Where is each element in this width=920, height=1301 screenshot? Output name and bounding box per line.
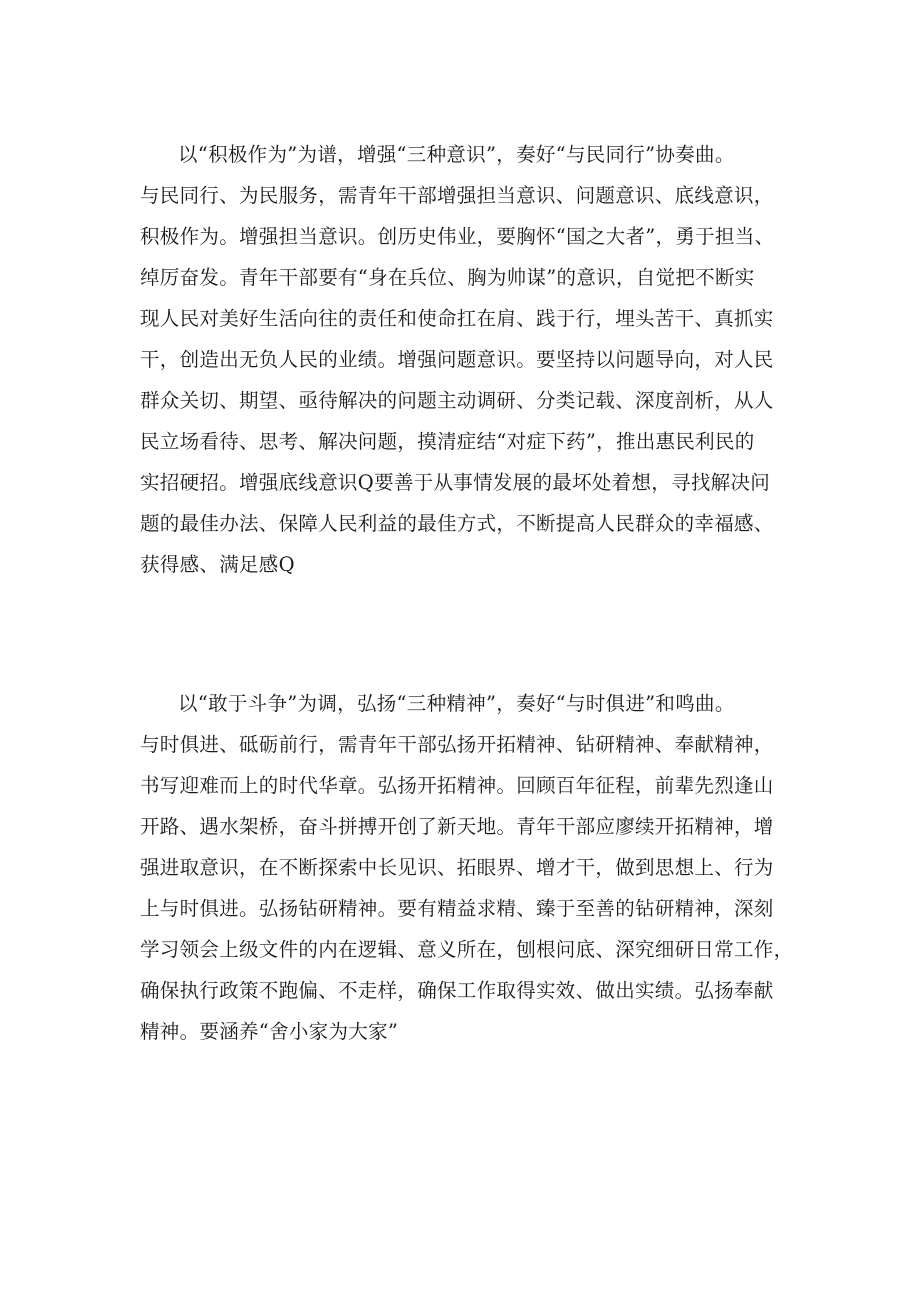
paragraph-line: 确保执行政策不跑偏、不走样，确保工作取得实效、做出实绩。弘扬奉献 bbox=[140, 979, 774, 1002]
paragraph-2 bbox=[140, 683, 810, 1052]
paragraph-line: 上与时俱进。弘扬钻研精神。要有精益求精、臻于至善的钻研精神，深刻 bbox=[140, 897, 774, 920]
paragraph-line: 干，创造出无负人民的业绩。增强问题意识。要坚持以问题导向，对人民 bbox=[140, 348, 774, 371]
paragraph-line: 群众关切、期望、亟待解决的问题主动调研、分类记载、深度剖析，从人 bbox=[140, 389, 774, 412]
paragraph-line: 以“积极作为”为谱，增强“三种意识”，奏好“与民同行”协奏曲。 bbox=[178, 143, 735, 166]
paragraph-line: 积极作为。增强担当意识。创历史伟业，要胸怀“国之大者”，勇于担当、 bbox=[140, 225, 775, 248]
paragraph-line: 绰厉奋发。青年干部要有“身在兵位、胸为帅谋”的意识，自觉把不断实 bbox=[140, 266, 755, 289]
paragraph-line: 现人民对美好生活向往的责任和使命扛在肩、践于行，埋头苦干、真抓实 bbox=[140, 307, 774, 330]
paragraph-line: 题的最佳办法、保障人民利益的最佳方式，不断提高人民群众的幸福感、 bbox=[140, 512, 774, 535]
paragraph-line: 实招硬招。增强底线意识Q要善于从事情发展的最坏处着想，寻找解决问 bbox=[140, 471, 771, 494]
paragraph-line: 获得感、满足感Q bbox=[140, 553, 295, 576]
paragraph-line: 开路、遇水架桥，奋斗拼搏开创了新天地。青年干部应廖续开拓精神，增 bbox=[140, 815, 774, 838]
paragraph-1 bbox=[140, 134, 810, 585]
paragraph-line: 以“敢于斗争”为调，弘扬“三种精神”，奏好“与时俱进”和鸣曲。 bbox=[178, 692, 735, 715]
paragraph-line: 民立场看待、思考、解决问题，摸清症结“对症下药”，推出惠民利民的 bbox=[140, 430, 755, 453]
paragraph-line: 学习领会上级文件的内在逻辑、意义所在，刨根问底、深究细研日常工作， bbox=[140, 938, 794, 961]
paragraph-line: 与民同行、为民服务，需青年干部增强担当意识、问题意识、底线意识， bbox=[140, 184, 774, 207]
paragraph-line: 强进取意识，在不断探索中长见识、拓眼界、增才干，做到思想上、行为 bbox=[140, 856, 774, 879]
paragraph-line: 与时俱进、砥砺前行，需青年干部弘扬开拓精神、钻研精神、奉献精神， bbox=[140, 733, 774, 756]
paragraph-line: 书写迎难而上的时代华章。弘扬开拓精神。回顾百年征程，前辈先烈逢山 bbox=[140, 774, 774, 797]
paragraph-line: 精神。要涵养“舍小家为大家” bbox=[140, 1020, 399, 1043]
